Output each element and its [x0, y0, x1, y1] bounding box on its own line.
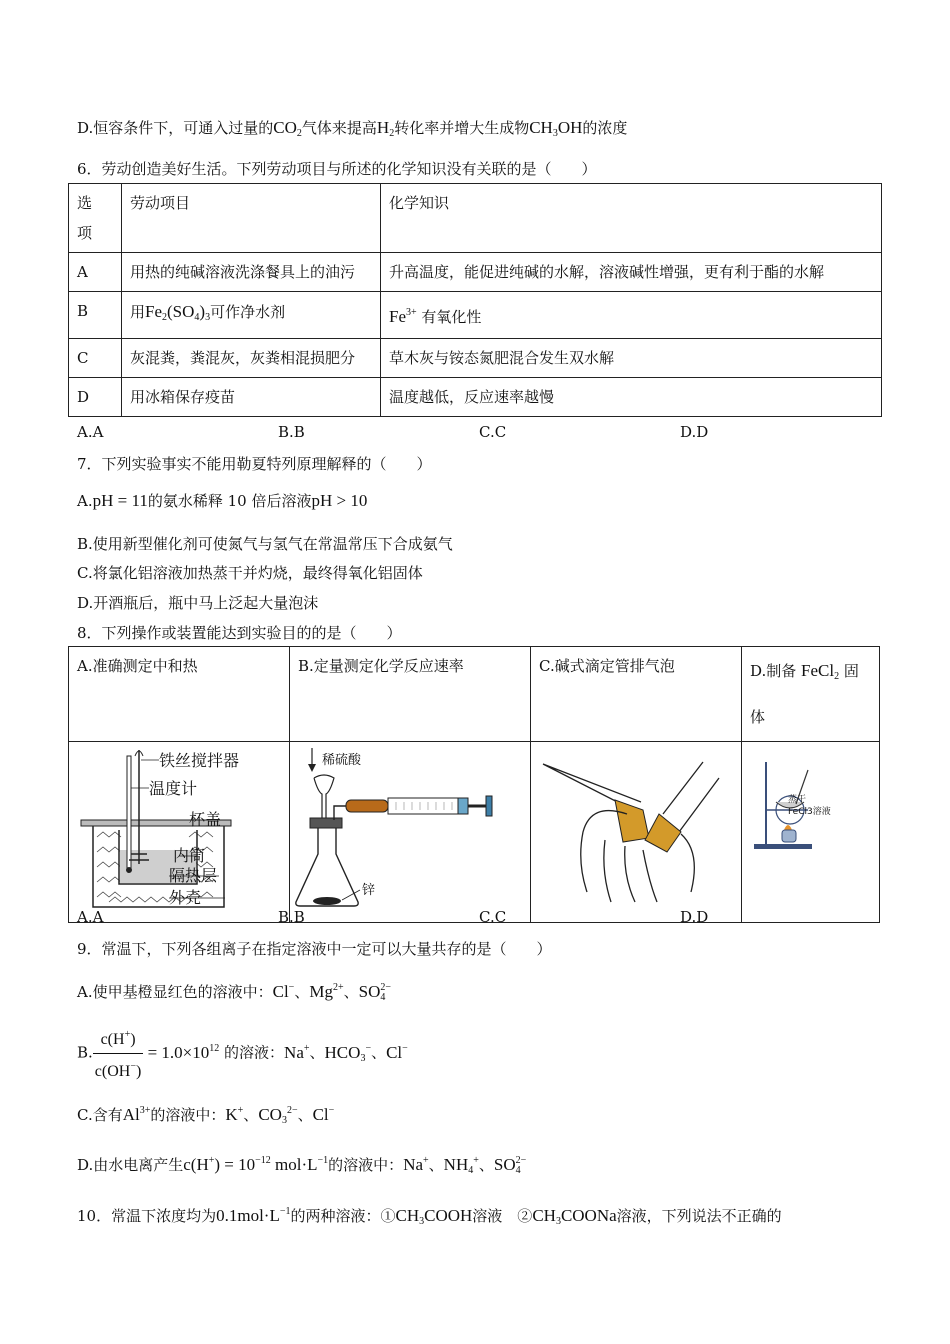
q6-row-d — [69, 378, 882, 417]
label-lid: 杯盖 — [189, 810, 222, 829]
q8-figure-b — [290, 742, 531, 923]
q6-row-a-option: A — [69, 253, 122, 292]
q6-row-b-option: B — [69, 292, 122, 339]
label-stirrer: 铁丝搅拌器 — [159, 751, 240, 770]
q9-option-a[interactable]: A.使甲基橙显红色的溶液中：Cl−、$Mg^{2+}$、$SO_4^{2-}$ — [77, 982, 391, 1003]
q8-figure-a — [69, 742, 290, 923]
q8-image-row — [69, 742, 880, 923]
q6-row-d-option: D — [69, 378, 122, 417]
q6-answer-b[interactable]: B.B — [278, 423, 305, 441]
q8-figure-d — [742, 742, 880, 923]
q6-row-a — [69, 253, 882, 292]
q8-answer-d[interactable]: D.D — [680, 908, 709, 926]
q8-header-b: B.定量测定化学反应速率 — [290, 647, 531, 742]
q6-stem: 6．劳动创造美好生活。下列劳动项目与所述的化学知识没有关联的是（ ） — [77, 160, 597, 178]
q8-header-row — [69, 647, 880, 742]
q10-stem: 10．常温下浓度均为$0.1mol\cdot L^{-1}$的两种溶液：$①CH_3COOH$溶液 $②CH_3COONa$溶液，下列说法不正确的 — [77, 1206, 782, 1227]
q8-answer-b[interactable]: B.B — [278, 908, 305, 926]
label-fecl3-solution: FeCl3溶液 — [788, 807, 831, 817]
burette-figure — [531, 742, 741, 912]
q9-option-d[interactable]: D.由水电离产生$c(H^+) = 10^{-12}$ $mol\cdot L^{-1}$的溶液中：Na+、$NH_4^+$、$SO_4^{2-}$ — [77, 1155, 527, 1176]
q8-header-a: A.准确测定中和热 — [69, 647, 290, 742]
label-shell: 外壳 — [169, 888, 202, 907]
q8-table — [68, 646, 880, 923]
q6-row-b — [69, 292, 882, 339]
q9-stem: 9．常温下，下列各组离子在指定溶液中一定可以大量共存的是（ ） — [77, 940, 552, 958]
q6-row-c — [69, 339, 882, 378]
q6-header-option — [69, 184, 122, 253]
q6-row-c-item: 灰混粪，粪混灰，灰粪相混损肥分 — [122, 339, 381, 378]
q6-row-a-item: 用热的纯碱溶液洗涤餐具上的油污 — [122, 253, 381, 292]
q6-row-d-knowledge: 温度越低，反应速率越慢 — [381, 378, 882, 417]
q8-header-d: D.制备 FeCl$_2$ 固体 — [742, 647, 880, 742]
q7-option-c[interactable]: C.将氯化铝溶液加热蒸干并灼烧，最终得氧化铝固体 — [77, 564, 423, 582]
q8-answer-a[interactable]: A.A — [77, 908, 104, 926]
q6-row-a-knowledge: 升高温度，能促进纯碱的水解，溶液碱性增强，更有利于酯的水解 — [381, 253, 882, 292]
q6-row-b-knowledge: $Fe^{3+}$ 有氧化性 — [381, 292, 882, 339]
q6-header-item: 劳动项目 — [122, 184, 381, 253]
q7-option-d[interactable]: D.开酒瓶后，瓶中马上泛起大量泡沫 — [77, 594, 319, 612]
q6-table — [68, 183, 882, 417]
evaporation-figure — [742, 742, 878, 912]
q6-header-option-text: 选 项 — [77, 194, 93, 242]
q7-option-a[interactable]: A.pH = 11的氨水稀释 10 倍后溶液pH > 10 — [77, 491, 368, 510]
calorimeter-figure — [69, 742, 287, 912]
label-evaporate: 蒸干 — [788, 795, 807, 805]
q6-answers — [77, 423, 877, 445]
q6-header-row — [69, 184, 882, 253]
q8-figure-c — [531, 742, 742, 923]
q8-stem: 8．下列操作或装置能达到实验目的的是（ ） — [77, 624, 402, 642]
q6-answer-c[interactable]: C.C — [479, 423, 507, 441]
q6-row-b-item: 用$Fe_2(SO_4)_3$可作净水剂 — [122, 292, 381, 339]
q8-answer-c[interactable]: C.C — [479, 908, 507, 926]
q7-stem: 7．下列实验事实不能用勒夏特列原理解释的（ ） — [77, 455, 432, 473]
q6-row-c-knowledge: 草木灰与铵态氮肥混合发生双水解 — [381, 339, 882, 378]
q8-answers — [77, 908, 877, 930]
label-thermometer: 温度计 — [149, 779, 198, 798]
q5-option-d: D.恒容条件下，可通入过量的$CO_2$气体来提高$H_2$转化率并增大生成物$CH_3OH$的浓度 — [77, 118, 628, 139]
q9-option-b[interactable]: B. $\frac{c(H^+)}{c(OH^-)}$ = $1.0\times 10^{12}$ 的溶液：Na+、$HCO_3^-$、Cl− — [77, 1022, 408, 1085]
q6-row-c-option: C — [69, 339, 122, 378]
q7-option-b[interactable]: B.使用新型催化剂可使氮气与氢气在常温常压下合成氨气 — [77, 535, 453, 553]
q6-row-d-item: 用冰箱保存疫苗 — [122, 378, 381, 417]
q6-header-knowledge: 化学知识 — [381, 184, 882, 253]
label-acid: 稀硫酸 — [322, 753, 362, 768]
q9-option-c[interactable]: C.含有$Al^{3+}$的溶液中：K+、$CO_3^{2-}$、Cl− — [77, 1105, 335, 1126]
reaction-rate-figure — [290, 742, 526, 912]
q6-answer-a[interactable]: A.A — [77, 423, 104, 441]
label-inner-cup: 内筒 — [173, 846, 206, 865]
q8-header-c: C.碱式滴定管排气泡 — [531, 647, 742, 742]
label-insulation: 隔热层 — [169, 866, 218, 885]
label-zinc: 锌 — [362, 883, 376, 898]
q6-answer-d[interactable]: D.D — [680, 423, 709, 441]
